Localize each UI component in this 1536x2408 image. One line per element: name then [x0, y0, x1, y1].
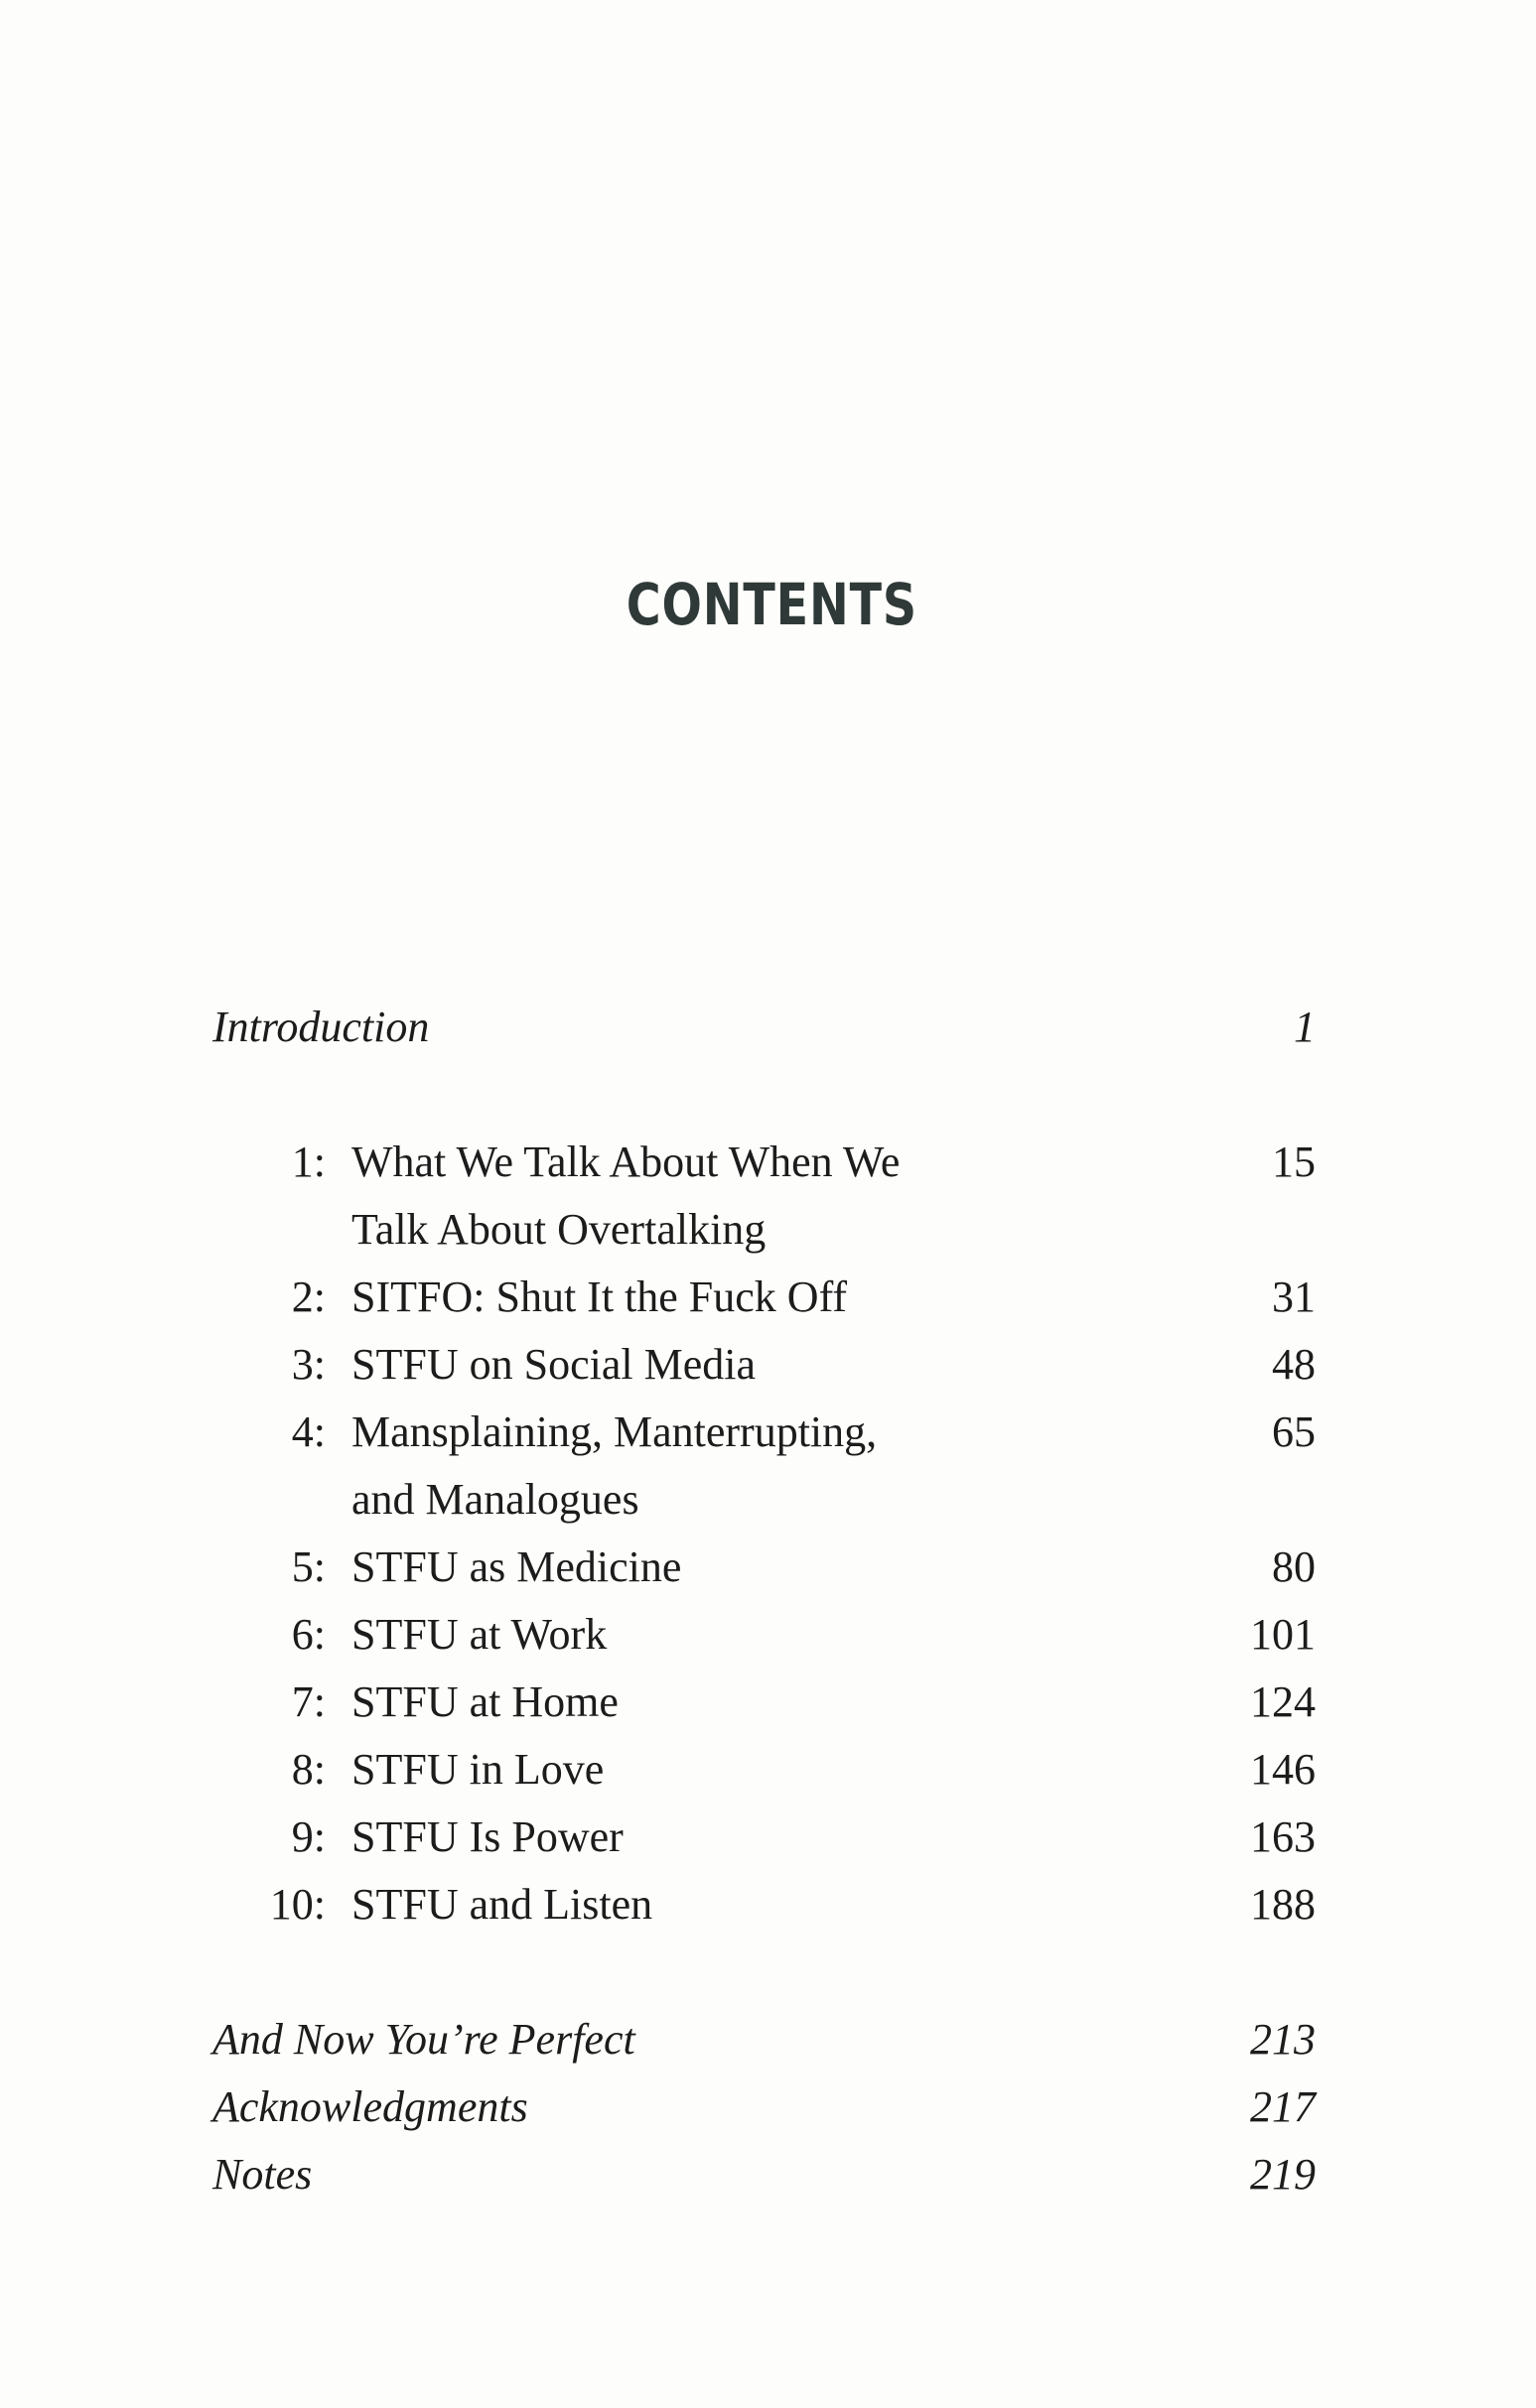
toc-entry-page: 219 [1250, 2150, 1316, 2199]
toc-entry-chapter-7[interactable] [0, 1669, 1536, 1736]
chapter-number: 3: [291, 1340, 326, 1389]
chapter-title-line: Mansplaining, Manterrupting, [351, 1407, 878, 1456]
chapter-page: 80 [1272, 1542, 1316, 1591]
toc-entry-chapter-8[interactable] [0, 1736, 1536, 1804]
chapter-page: 101 [1250, 1610, 1316, 1659]
toc-entry-page: 217 [1250, 2082, 1316, 2131]
toc-entry-chapter-9[interactable] [0, 1804, 1536, 1871]
chapter-number: 10: [269, 1880, 326, 1929]
chapter-number: 6: [291, 1610, 326, 1659]
chapter-page: 188 [1250, 1880, 1316, 1929]
toc-entry-chapter-6[interactable] [0, 1601, 1536, 1669]
toc-entry-chapter-1[interactable] [0, 1129, 1536, 1196]
toc-entry-chapter-1-continued [0, 1196, 1536, 1264]
chapter-title-line: STFU in Love [351, 1745, 605, 1794]
chapter-title-line: What We Talk About When We [351, 1137, 901, 1186]
chapter-number: 2: [291, 1272, 326, 1321]
chapter-page: 65 [1272, 1407, 1316, 1456]
toc-entry-chapter-2[interactable] [0, 1264, 1536, 1331]
chapter-title-line: Talk About Overtalking [351, 1205, 767, 1254]
chapter-number: 8: [291, 1745, 326, 1794]
chapter-number: 7: [291, 1677, 326, 1726]
chapter-number: 5: [291, 1542, 326, 1591]
chapter-number: 9: [291, 1812, 326, 1861]
chapter-number: 1: [291, 1137, 326, 1186]
page-title: CONTENTS [626, 571, 917, 638]
chapter-page: 48 [1272, 1340, 1316, 1389]
toc-entry-and-now-youre-perfect[interactable] [0, 2006, 1536, 2074]
chapter-title-line: STFU and Listen [351, 1880, 653, 1929]
toc-entry-page: 1 [1294, 1003, 1316, 1051]
toc-entry-chapter-10[interactable] [0, 1871, 1536, 1939]
chapter-title-line: and Manalogues [351, 1475, 639, 1524]
toc-entry-label: Introduction [212, 1003, 430, 1051]
toc-entry-label: Acknowledgments [212, 2082, 528, 2131]
chapter-number: 4: [291, 1407, 326, 1456]
chapter-title-line: STFU Is Power [351, 1812, 624, 1861]
toc-entry-label: Notes [212, 2150, 313, 2199]
toc-entry-chapter-4-continued [0, 1466, 1536, 1534]
toc-entry-chapter-5[interactable] [0, 1534, 1536, 1601]
toc-entry-acknowledgments[interactable] [0, 2074, 1536, 2141]
chapter-page: 15 [1272, 1137, 1316, 1186]
chapter-title-line: STFU as Medicine [351, 1542, 682, 1591]
toc-entry-page: 213 [1250, 2015, 1316, 2064]
toc-entry-notes[interactable] [0, 2141, 1536, 2208]
chapter-page: 31 [1272, 1272, 1316, 1321]
chapter-page: 163 [1250, 1812, 1316, 1861]
toc-entry-chapter-3[interactable] [0, 1331, 1536, 1399]
chapter-title-line: SITFO: Shut It the Fuck Off [351, 1272, 848, 1321]
toc-entry-chapter-4[interactable] [0, 1399, 1536, 1466]
toc-entry-label: And Now You’re Perfect [212, 2015, 635, 2064]
chapter-title-line: STFU at Work [351, 1610, 608, 1659]
chapter-title-line: STFU on Social Media [351, 1340, 756, 1389]
chapter-title-line: STFU at Home [351, 1677, 619, 1726]
toc-entry-introduction[interactable] [0, 994, 1536, 1061]
chapter-page: 146 [1250, 1745, 1316, 1794]
chapter-page: 124 [1250, 1677, 1316, 1726]
